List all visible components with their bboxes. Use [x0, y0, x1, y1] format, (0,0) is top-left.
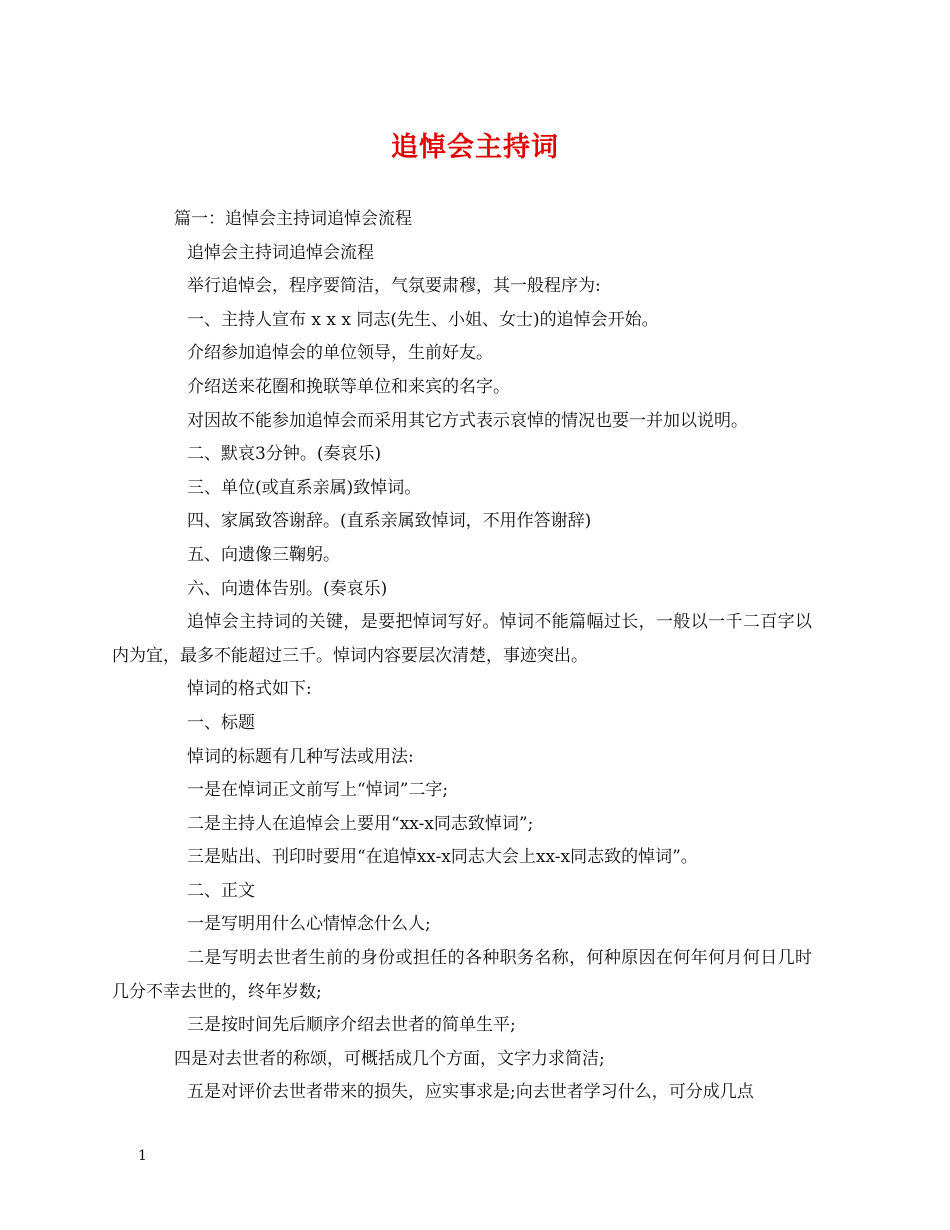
paragraph: 三是贴出、刊印时要用“在追悼xx-x同志大会上xx-x同志致的悼词”。 [187, 847, 698, 868]
paragraph: 一是在悼词正文前写上“悼词”二字; [187, 780, 449, 801]
paragraph: 一是写明用什么心情悼念什么人; [187, 914, 431, 935]
document-title: 追悼会主持词 [391, 132, 559, 163]
paragraph: 对因故不能参加追悼会而采用其它方式表示哀悼的情况也要一并加以说明。 [187, 410, 748, 431]
paragraph: 二、默哀3分钟。(奏哀乐) [187, 444, 382, 465]
paragraph: 追悼会主持词追悼会流程 [187, 242, 374, 263]
paragraph: 二是写明去世者生前的身份或担任的各种职务名称，何种原因在何年何月何日几时几分不幸去世的，终年岁数; [112, 948, 812, 1002]
paragraph: 介绍送来花圈和挽联等单位和来宾的名字。 [187, 376, 510, 397]
paragraph: 悼词的格式如下: [187, 679, 312, 700]
paragraph: 四、家属致答谢辞。(直系亲属致悼词，不用作答谢辞) [187, 511, 592, 532]
paragraph: 六、向遗体告别。(奏哀乐) [187, 578, 388, 599]
paragraph: 一、标题 [187, 712, 255, 733]
paragraph: 二、正文 [187, 880, 255, 901]
paragraph: 三是按时间先后顺序介绍去世者的简单生平; [187, 1015, 516, 1036]
paragraph: 一、主持人宣布 x x x 同志(先生、小姐、女士)的追悼会开始。 [187, 309, 659, 330]
document-body [112, 203, 812, 1110]
paragraph: 五是对评价去世者带来的损失，应实事求是;向去世者学习什么，可分成几点 [187, 1082, 754, 1103]
paragraph: 四是对去世者的称颂，可概括成几个方面，文字力求简洁; [174, 1048, 605, 1069]
paragraph-section-heading: 篇一：追悼会主持词追悼会流程 [174, 209, 412, 229]
paragraph: 三、单位(或直系亲属)致悼词。 [187, 477, 422, 498]
paragraph: 悼词的标题有几种写法或用法: [187, 746, 414, 767]
paragraph: 二是主持人在追悼会上要用“xx-x同志致悼词”; [187, 813, 534, 834]
page-number: 1 [138, 1148, 147, 1164]
paragraph: 五、向遗像三鞠躬。 [187, 544, 340, 565]
paragraph: 追悼会主持词的关键，是要把悼词写好。悼词不能篇幅过长，一般以一千二百字以内为宜，最多不能超过三千。悼词内容要层次清楚，事迹突出。 [112, 612, 812, 666]
paragraph: 介绍参加追悼会的单位领导，生前好友。 [187, 343, 493, 364]
paragraph: 举行追悼会，程序要简洁，气氛要肃穆，其一般程序为: [187, 276, 601, 297]
